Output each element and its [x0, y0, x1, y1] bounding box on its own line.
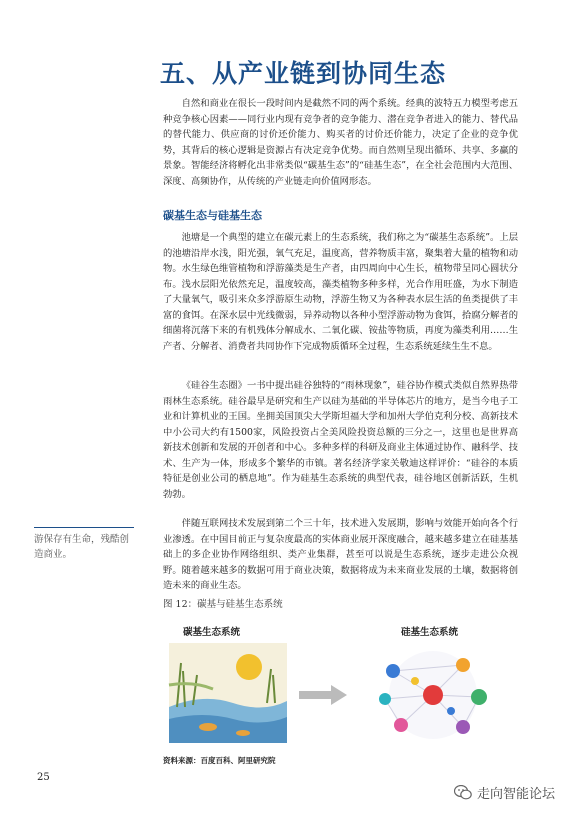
ecosystem-figure [163, 615, 518, 750]
network-node [456, 720, 470, 734]
network-node [411, 677, 419, 685]
fish-icon [199, 723, 217, 731]
network-node [386, 664, 400, 678]
paragraph-carbon: 池塘是一个典型的建立在碳元素上的生态系统，我们称之为“碳基生态系统”。上层的池塘沿岸水浅，阳光强，氧气充足，温度高，营养物质丰富，聚集着大量的植物和动物。水生绿色维管植物和浮游藻类是生产者，由四周向中心生长，植物带呈同心圆状分布。浅水层阳光依然充足，温度较高，藻类植物多种多样，光合作用旺盛，为水下制造了大量氧气，吸引来众多浮游原生动物，浮游生物又为各种表水层生活的鱼类提供了丰富的食饵。在深水层中光线微弱，异养动物以各种小型浮游动物为食饵，拾腐分解者的细菌将沉落下来的有机残体分解成水、二氧化碳、铵盐等物质，再度为藻类利用……生产者、分解者、消费者共同协作下完成物质循环全过程，生态系统延续生生不息。 [163, 232, 518, 352]
carbon-ecosystem-label: 碳基生态系统 [183, 627, 241, 638]
wechat-icon [454, 785, 472, 800]
network-node [423, 685, 443, 705]
paragraph-internet: 伴随互联网技术发展到第二个三十年，技术进入发展期，影响与效能开始向各个行业渗透。在中国目前正与复杂度最高的实体商业展开深度融合，越来越多建立在硅基基础上的多企业协作网络组织、类产业集群，甚至可以说是生态系统，逐步走进公众视野。随着越来越多的数据可用于商业决策，数据将成为未来商业发展的土壤，数据将创造未来的商业生态。 [163, 518, 518, 591]
paragraph-intro: 自然和商业在很长一段时间内是截然不同的两个系统。经典的波特五力模型考虑五种竞争核心因素——同行业内现有竞争者的竞争能力、潜在竞争者进入的能力、替代品的替代能力、供应商的讨价还价能力、购买者的讨价还价能力，决定了企业的竞争优势，其背后的核心逻辑是资源占有决定竞争优势。而自然则呈现出循环、共享、多赢的景象。智能经济将孵化出非常类似“碳基生态”的“硅基生态”，在全社会范围内大范围、深度、高频协作，从传统的产业链走向价值网形态。 [163, 98, 518, 187]
network-node [379, 693, 391, 705]
network-node [456, 658, 470, 672]
brand-name: 走向智能论坛 [477, 787, 556, 802]
fish-icon [236, 730, 250, 736]
paragraph-silicon-valley: 《硅谷生态圈》一书中提出硅谷独特的“雨林现象”，硅谷协作模式类似自然界热带雨林生态系统。硅谷最早是研究和生产以硅为基础的半导体芯片的地方，是当今电子工业和计算机业的王国。坐拥美国顶尖大学斯坦福大学和加州大学伯克利分校、高新技术中小公司大约有1500家，风险投资占全美风险投资总额的三分之一，这里也是世界高新技术创新和发展的开创者和中心。多种多样的科研及商业主体通过协作、融科学、技术、生产为一体，形成多个繁华的市镇。著名经济学家关敬迪这样评价：“硅谷的本质特征是创业公司的栖息地”。作为硅基生态系统的典型代表，硅谷地区创新活跃，生机勃勃。 [163, 380, 518, 500]
brand-watermark [454, 783, 555, 802]
silicon-ecosystem-network [379, 651, 487, 739]
section-title: 五、从产业链到协同生态 [160, 59, 447, 88]
section-subheading: 碳基生态与硅基生态 [163, 209, 262, 222]
figure-source: 资料来源：百度百科、阿里研究院 [163, 756, 276, 765]
figure-caption: 图 12：碳基与硅基生态系统 [163, 599, 283, 610]
margin-note: 游保存有生命，残酷创造商业。 [34, 527, 134, 562]
page-number: 25 [37, 772, 50, 783]
arrow-icon [299, 685, 347, 705]
silicon-ecosystem-label: 硅基生态系统 [401, 627, 459, 638]
sun-icon [236, 654, 262, 680]
network-node [394, 718, 408, 732]
network-node [447, 707, 455, 715]
network-node [471, 689, 487, 705]
carbon-ecosystem-illustration [169, 643, 287, 743]
